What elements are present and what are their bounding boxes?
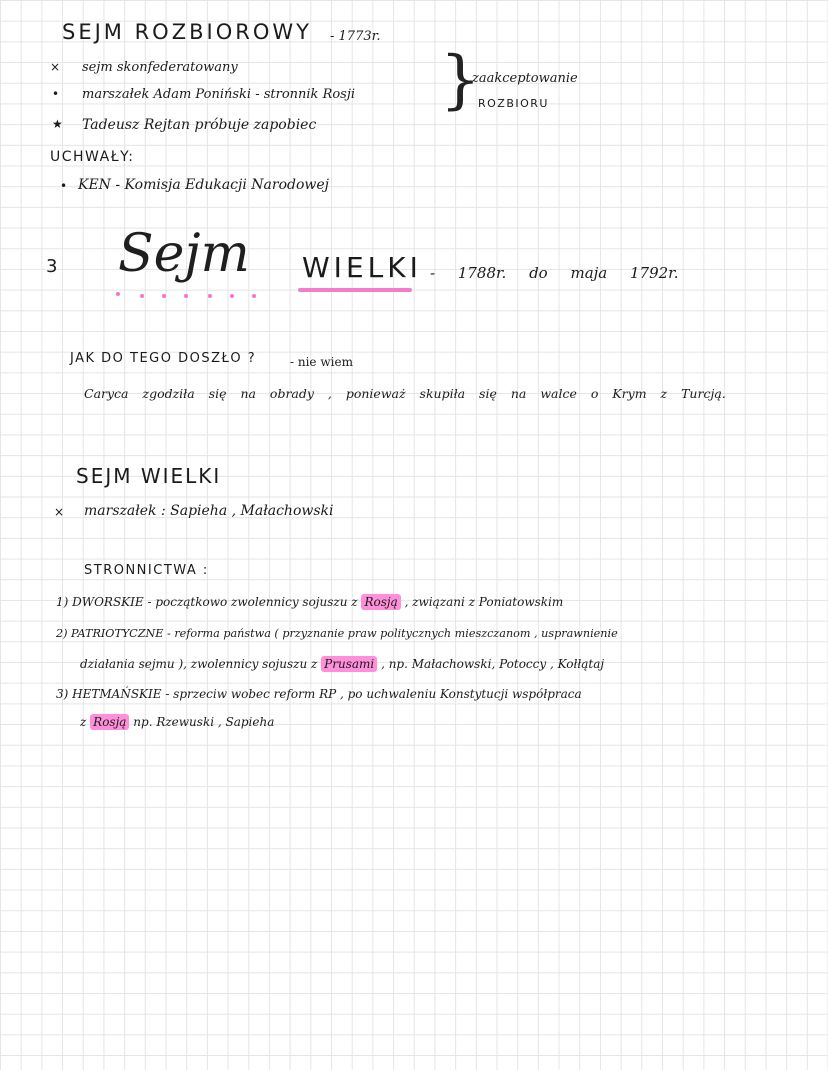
bullet-mark: × [54, 505, 65, 519]
uchwaly-label: UCHWAŁY: [50, 149, 135, 165]
question: JAK DO TEGO DOSZŁO ? [70, 351, 257, 366]
bullet-text: sejm skonfederatowany [82, 60, 238, 75]
title-underline [298, 288, 412, 292]
question-answer: - nie wiem [290, 355, 353, 369]
faction-line: z Rosją np. Rzewuski , Sapieha [80, 715, 275, 729]
bullet-mark: ★ [52, 117, 63, 131]
section3-title-script: Sejm [118, 224, 250, 284]
explanation: Caryca zgodziła się na obrady , ponieważ skupiła się na walce o Krym z Turcją. [84, 386, 726, 401]
bullet-mark: • [52, 87, 60, 101]
highlight-rosja: Rosją [361, 594, 400, 610]
section-number: 3 [46, 256, 58, 277]
ken-item: KEN - Komisja Edukacji Narodowej [78, 177, 330, 193]
faction-line: 1) DWORSKIE - początkowo zwolennicy sojuszu z Rosją , związani z Poniatowskim [56, 595, 564, 609]
section1-year: - 1773r. [330, 29, 381, 44]
section1-title: SEJM ROZBIOROWY [62, 20, 312, 44]
factions-title: STRONNICTWA : [84, 563, 209, 578]
faction-line: 3) HETMAŃSKIE - sprzeciw wobec reform RP , po uchwaleniu Konstytucji współpraca [56, 687, 582, 701]
bullet-text: marszałek Adam Poniński - stronnik Rosji [82, 87, 356, 102]
faction-line: 2) PATRIOTYCZNE - reforma państwa ( przyznanie praw politycznych mieszczanom , usprawnienie [56, 627, 618, 640]
brace-note: ROZBIORU [478, 97, 549, 110]
marshal-text: marszałek : Sapieha , Małachowski [84, 503, 334, 519]
curly-brace: } [440, 43, 481, 117]
bullet-mark: × [50, 60, 61, 74]
bullet-mark: • [60, 179, 68, 193]
subsection-title: SEJM WIELKI [76, 464, 222, 488]
bullet-text: Tadeusz Rejtan próbuje zapobiec [82, 117, 317, 133]
highlight-rosja: Rosją [90, 714, 129, 730]
section3-dates: - 1788r. do maja 1792r. [430, 264, 679, 282]
faction-line: działania sejmu ), zwolennicy sojuszu z Prusami , np. Małachowski, Potoccy , Kołłątaj [80, 657, 605, 671]
highlight-prusy: Prusami [321, 656, 377, 672]
brace-note: zaakceptowanie [472, 71, 578, 86]
section3-title-caps: WIELKI [302, 251, 422, 284]
